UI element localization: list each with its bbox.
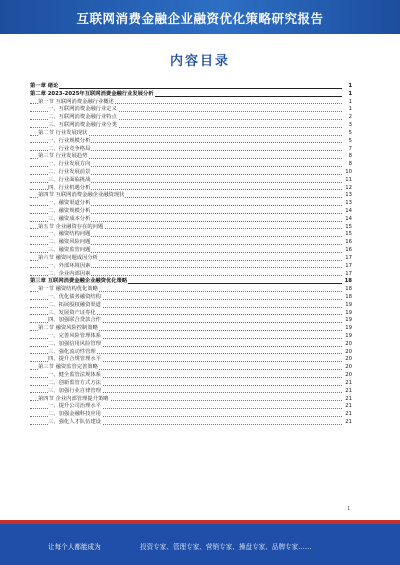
toc-entry-page: 20: [342, 372, 352, 380]
toc-entry-title: 二、行业竞争格局: [48, 145, 91, 152]
toc-entry-title: 第三章 互联网消费金融企业融资优化策略: [30, 278, 128, 285]
toc-entry-page: 21: [342, 380, 352, 388]
toc-entry-page: 16: [342, 239, 352, 247]
report-title: 互联网消费金融企业融资优化策略研究报告: [76, 11, 324, 26]
toc-entry-page: 8: [342, 153, 352, 161]
toc-entry-title: 二、融资规模分析: [48, 208, 91, 214]
toc-entry-title: 第二章 2023-2025年互联网消费金融行业发展分析: [30, 90, 154, 97]
toc-entry-page: 21: [342, 396, 352, 404]
toc-entry-title: 一、提升公司治理水平: [48, 403, 101, 410]
header-banner: [0, 0, 400, 34]
toc-entry-page: 18: [342, 294, 352, 302]
toc-entry-page: 19: [342, 317, 352, 325]
toc-entry-page: 21: [342, 411, 352, 419]
toc-entry-page: 1: [342, 99, 352, 107]
toc-entry-title: 四、加强联合贷款合作: [48, 317, 101, 324]
toc-entry-title: 一、行业发展方向: [48, 161, 91, 168]
toc-entry-page: 5: [342, 138, 352, 146]
toc-subsection-entry[interactable]: [30, 411, 352, 419]
toc-entry-title: 第三节 融资监管完善策略: [38, 364, 98, 371]
toc-entry-title: 二、行业发展前景: [48, 168, 91, 175]
toc-entry-page: 17: [342, 271, 352, 279]
toc-subsection-entry[interactable]: [30, 200, 352, 208]
toc-entry-page: 18: [342, 278, 352, 286]
toc-subsection-entry[interactable]: [30, 380, 352, 388]
toc-entry-title: 第三节 行业发展趋势: [38, 153, 88, 160]
toc-subsection-entry[interactable]: [30, 138, 352, 146]
toc-entry-page: 21: [342, 388, 352, 396]
toc-entry-page: 1: [342, 106, 352, 114]
toc-entry-page: 1: [342, 91, 352, 99]
toc-entry-page: 19: [342, 310, 352, 318]
toc-entry-title: 二、企业内部因素: [48, 270, 91, 277]
toc-subsection-entry[interactable]: [30, 208, 352, 216]
toc-entry-page: 14: [342, 208, 352, 216]
toc-subsection-entry[interactable]: [30, 294, 352, 302]
toc-entry-title: 三、发展资产证券化: [48, 309, 96, 316]
toc-subsection-entry[interactable]: [30, 419, 352, 427]
toc-subsection-entry[interactable]: [30, 161, 352, 169]
toc-entry-title: 第四节 互联网消费金融企业融资现状: [38, 192, 125, 199]
toc-entry-title: 三、行业面临挑战: [48, 176, 91, 183]
toc-entry-title: 一、融资渠道分析: [48, 200, 91, 207]
toc-entry-page: 20: [342, 356, 352, 364]
toc-entry-title: 第一节 互联网消费金融行业概述: [38, 98, 114, 105]
toc-entry-page: 13: [342, 200, 352, 208]
toc-entry-page: 14: [342, 216, 352, 224]
toc-subsection-entry[interactable]: [30, 263, 352, 271]
footer-roles: 投资专家、管理专家、营销专家、操盘专家、品牌专家……: [140, 543, 312, 551]
toc-entry-title: 二、拓展股权融资渠道: [48, 301, 101, 308]
toc-entry-page: 5: [342, 130, 352, 138]
footer-banner: [0, 524, 400, 565]
toc-entry-title: 三、强化流动性管理: [48, 348, 96, 355]
toc-entry-title: 一、行业规模分析: [48, 137, 91, 144]
toc-entry-title: 三、互联网消费金融行业分类: [48, 122, 117, 129]
toc-entry-page: 20: [342, 349, 352, 357]
toc-entry-title: 三、融资成本分析: [48, 215, 91, 222]
toc-entry-title: 二、创新监管方式方法: [48, 379, 101, 386]
toc-entry-page: 20: [342, 341, 352, 349]
toc-entry-page: 19: [342, 302, 352, 310]
toc-chapter-entry[interactable]: [30, 83, 352, 91]
toc-entry-page: 3: [342, 122, 352, 130]
toc-entry-title: 三、加强行业自律管理: [48, 387, 101, 394]
toc-entry-title: 一、互联网消费金融行业定义: [48, 106, 117, 113]
toc-entry-page: 8: [342, 161, 352, 169]
toc-entry-title: 四、提升合规管理水平: [48, 356, 101, 363]
toc-entry-title: 三、强化人才队伍建设: [48, 418, 101, 425]
toc-entry-page: 21: [342, 403, 352, 411]
toc-subsection-entry[interactable]: [30, 177, 352, 185]
toc-entry-title: 第一节 融资结构优化策略: [38, 286, 98, 293]
toc-entry-page: 2: [342, 114, 352, 122]
toc-entry-title: 一、外部环境因素: [48, 262, 91, 269]
toc-entry-page: 18: [342, 286, 352, 294]
toc-subsection-entry[interactable]: [30, 333, 352, 341]
toc-entry-page: 16: [342, 247, 352, 255]
toc-entry-title: 第六节 融资问题成因分析: [38, 254, 98, 261]
toc-entry-title: 一、健全监管法规体系: [48, 372, 101, 379]
toc-entry-title: 二、加强金融科技应用: [48, 411, 101, 418]
toc-subsection-entry[interactable]: [30, 247, 352, 255]
toc-entry-page: 7: [342, 146, 352, 154]
toc-entry-page: 15: [342, 231, 352, 239]
toc-entry-page: 11: [342, 177, 352, 185]
toc-entry-title: 二、加强信用风险管理: [48, 340, 101, 347]
toc-entry-page: 19: [342, 325, 352, 333]
toc-entry-title: 第五节 企业融资存在的问题: [38, 223, 104, 230]
toc-entry-title: 一、优化债务融资结构: [48, 293, 101, 300]
toc-entry-title: 四、行业机遇分析: [48, 184, 91, 191]
toc-subsection-entry[interactable]: [30, 403, 352, 411]
page-number: 1: [347, 506, 351, 512]
toc-entry-title: 二、融资风险问题: [48, 239, 91, 246]
toc-entry-title: 一、完善风险管理体系: [48, 333, 101, 339]
toc-entry-page: 12: [342, 185, 352, 193]
toc-section-entry[interactable]: [30, 364, 352, 372]
toc-entry-title: 第一章 绪论: [30, 83, 59, 89]
toc-entry-title: 一、融资结构问题: [48, 231, 91, 238]
toc-entry-page: 17: [342, 255, 352, 263]
toc-subsection-entry[interactable]: [30, 372, 352, 380]
toc-entry-title: 第二节 融资风险控制策略: [38, 325, 98, 332]
toc-subsection-entry[interactable]: [30, 239, 352, 247]
toc-leader-dots: [30, 88, 342, 89]
toc-section-entry[interactable]: [30, 130, 352, 138]
toc-subsection-entry[interactable]: [30, 122, 352, 130]
toc-entry-page: 1: [342, 83, 352, 91]
toc-section-entry[interactable]: [30, 255, 352, 263]
toc-subsection-entry[interactable]: [30, 114, 352, 122]
footer-slogan: 让每个人都能成为: [48, 543, 101, 551]
toc-heading: 内容目录: [169, 54, 230, 69]
toc-entry-title: 第二节 行业发展现状: [38, 129, 88, 136]
toc-list: [30, 83, 352, 427]
toc-subsection-entry[interactable]: [30, 388, 352, 396]
toc-subsection-entry[interactable]: [30, 341, 352, 349]
toc-chapter-entry[interactable]: [30, 91, 352, 99]
toc-subsection-entry[interactable]: [30, 216, 352, 224]
toc-chapter-entry[interactable]: [30, 278, 352, 286]
toc-subsection-entry[interactable]: [30, 302, 352, 310]
toc-entry-title: 三、融资监管问题: [48, 247, 91, 254]
toc-entry-page: 13: [342, 192, 352, 200]
toc-section-entry[interactable]: [30, 153, 352, 161]
toc-section-entry[interactable]: [30, 286, 352, 294]
toc-entry-page: 10: [342, 169, 352, 177]
toc-entry-page: 17: [342, 263, 352, 271]
toc-entry-title: 二、互联网消费金融行业特点: [48, 114, 117, 121]
toc-subsection-entry[interactable]: [30, 169, 352, 177]
toc-entry-page: 21: [342, 419, 352, 427]
toc-entry-page: 20: [342, 364, 352, 372]
toc-entry-page: 19: [342, 333, 352, 341]
toc-entry-title: 第四节 企业内部管理提升策略: [38, 395, 109, 402]
toc-section-entry[interactable]: [30, 325, 352, 333]
toc-entry-page: 15: [342, 224, 352, 232]
